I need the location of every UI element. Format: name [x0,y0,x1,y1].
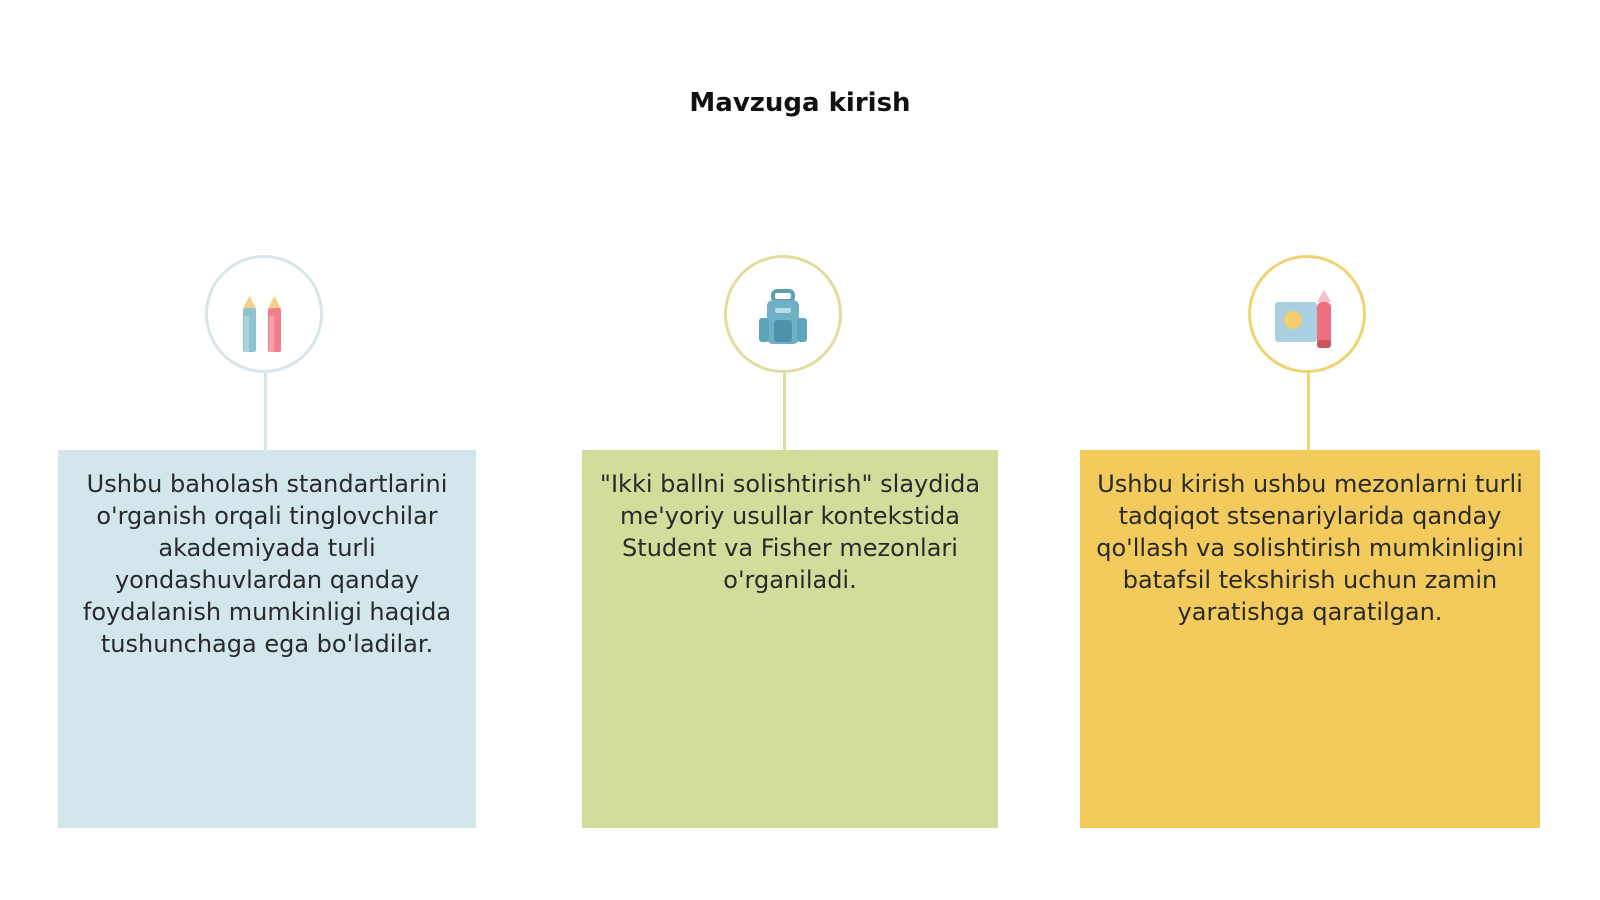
info-card-3 [1080,450,1540,828]
info-card-text-1: Ushbu baholash standartlarini o'rganish orqali tinglovchilar akademiyada turli yondashuvlardan qanday foydalanish mumkinligi haqida tushunchaga ega bo'ladilar. [82,470,452,658]
icon-circle-2 [724,255,842,373]
info-card-text-2: "Ikki ballni solishtirish" slaydida me'yoriy usullar kontekstida Student va Fisher mezonlari o'rganiladi. [599,470,981,594]
icon-circle-3 [1248,255,1366,373]
info-card-1 [58,450,476,828]
drawing-pencil-icon [1251,258,1363,370]
connector-line-1 [264,373,267,450]
icon-circle-1 [205,255,323,373]
pencils-icon [208,258,320,370]
connector-line-3 [1307,373,1310,450]
connector-line-2 [783,373,786,450]
page-title: Mavzuga kirish [689,88,911,118]
info-card-2 [582,450,998,828]
backpack-icon [727,258,839,370]
info-card-text-3: Ushbu kirish ushbu mezonlarni turli tadqiqot stsenariylarida qanday qo'llash va solishtirish mumkinligini batafsil tekshirish uchun zamin yaratishga qaratilgan. [1096,470,1524,626]
